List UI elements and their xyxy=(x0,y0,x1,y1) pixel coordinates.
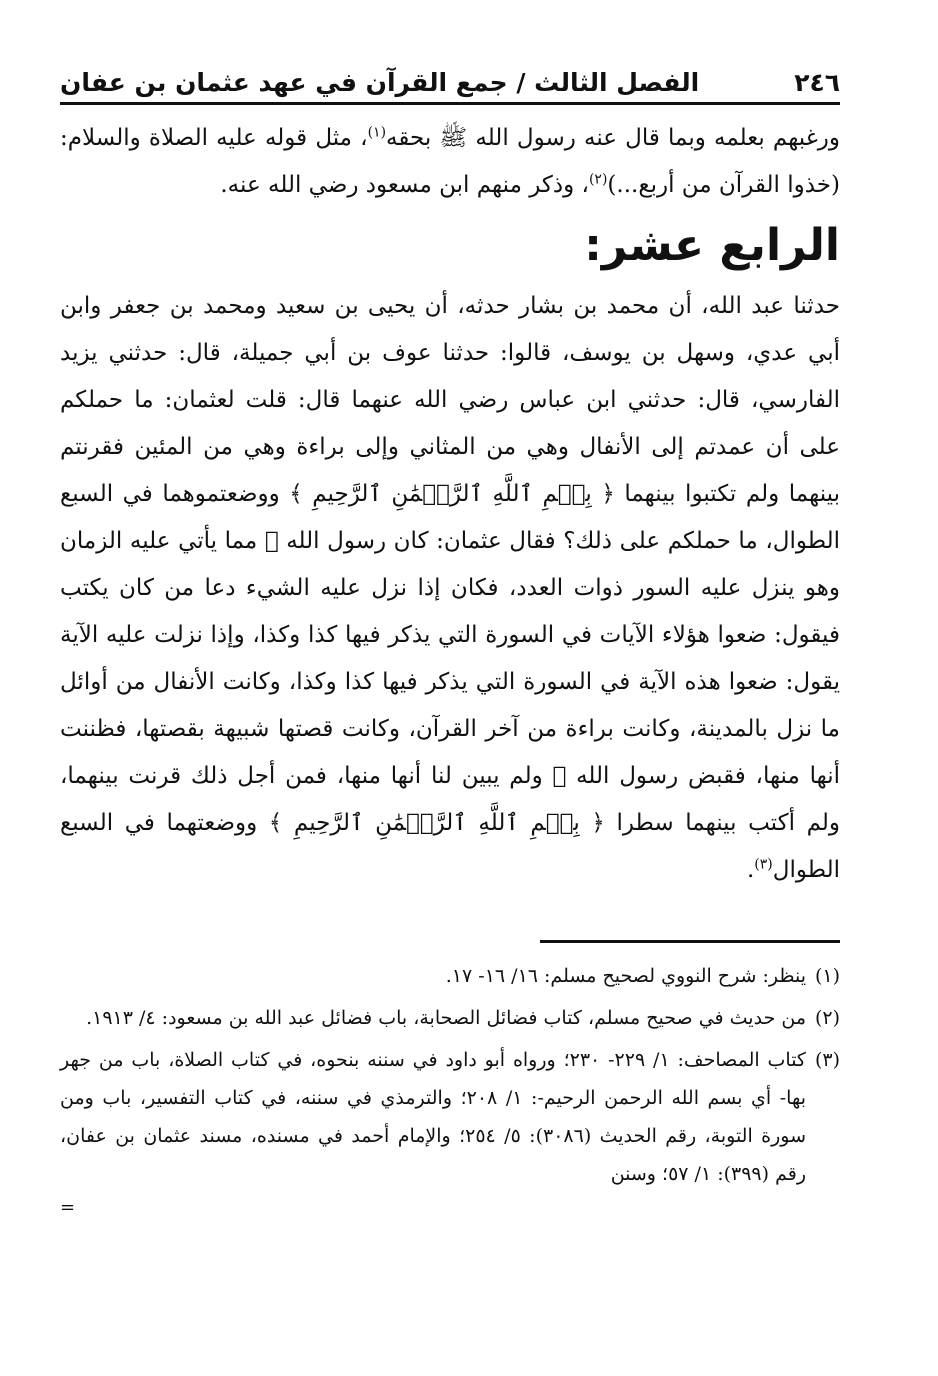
footnote-separator xyxy=(540,940,840,943)
intro-text-1: ورغبهم بعلمه وبما قال عنه رسول الله ﷺ بحقه xyxy=(386,125,840,151)
footnote-number: (٢) xyxy=(814,1007,840,1029)
footnote-number: (١) xyxy=(814,965,840,987)
footnote-reference-1: (١) xyxy=(367,124,387,141)
main-text xyxy=(60,115,840,894)
page-number: ٢٤٦ xyxy=(794,68,840,97)
footnotes xyxy=(60,957,840,1219)
page xyxy=(60,64,840,1354)
footnote-1 xyxy=(60,957,840,995)
intro-text-2: ، مثل قوله عليه الصلاة والسلام: (خذوا القرآن من أربع...) xyxy=(60,125,840,198)
footnote-text: من حديث في صحيح مسلم، كتاب فضائل الصحابة، باب فضائل عبد الله بن مسعود: ٤/ ١٩١٣. xyxy=(86,1007,806,1029)
intro-text-3: ، وذكر منهم ابن مسعود رضي الله عنه. xyxy=(220,172,589,198)
footnote-text: ينظر: شرح النووي لصحيح مسلم: ١٦/ ١٦- ١٧. xyxy=(445,965,806,987)
hadith-text-end: . xyxy=(746,857,755,883)
hadith-paragraph xyxy=(60,283,840,894)
footnote-reference-2: (٢) xyxy=(588,171,608,188)
running-header xyxy=(60,64,840,105)
footnote-continuation-mark: = xyxy=(60,1197,76,1218)
intro-paragraph xyxy=(60,115,840,209)
hadith-text: حدثنا عبد الله، أن محمد بن بشار حدثه، أن يحيى بن سعيد ومحمد بن جعفر وابن أبي عدي، وسهل بن يوسف، قالوا: حدثنا عوف بن أبي جميلة، قال: حدثني يزيد الفارسي، قال: حدثني ابن عباس رضي الله عنهما قال: قلت لعثمان: ما حملكم على أن عمدتم إلى الأنفال وهي من المثاني وإلى براءة وهي من المئين فقرنتم بينهما ولم تكتبوا بينهما ﴿ بِسۡمِ ٱللَّهِ ٱلرَّحۡمَٰنِ ٱلرَّحِيمِ ﴾ ووضعتموهما في السبع الطوال، ما حملكم على ذلك؟ فقال عثمان: كان رسول الله ﷺ مما يأتي عليه الزمان وهو ينزل عليه السور ذوات العدد، فكان إذا نزل عليه الشيء دعا من كان يكتب فيقول: ضعوا هؤلاء الآيات في السورة التي يذكر فيها كذا وكذا، وإذا نزلت عليه الآية يقول: ضعوا هذه الآية في السورة التي يذكر فيها كذا وكذا، وكانت الأنفال من أوائل ما نزل بالمدينة، وكانت براءة من آخر القرآن، وكانت قصتها شبيهة بقصتها، فظننت أنها منها، فقبض رسول الله ﷺ ولم يبين لنا أنها منها، فمن أجل ذلك قرنت بينهما، ولم أكتب بينهما سطرا ﴿ بِسۡمِ ٱللَّهِ ٱلرَّحۡمَٰنِ ٱلرَّحِيمِ ﴾ ووضعتهما في السبع الطوال xyxy=(60,293,841,883)
footnote-reference-3: (٣) xyxy=(754,856,773,873)
running-title: الفصل الثالث / جمع القرآن في عهد عثمان بن عفان xyxy=(60,68,700,97)
footnote-number: (٣) xyxy=(814,1049,840,1071)
footnote-2 xyxy=(60,999,840,1037)
footnote-3 xyxy=(60,1041,840,1193)
footnote-text: كتاب المصاحف: ١/ ٢٢٩- ٢٣٠؛ ورواه أبو داود في سننه بنحوه، في كتاب الصلاة، باب من جهر بها- أي بسم الله الرحمن الرحيم-: ١/ ٢٠٨؛ والترمذي في سننه، في كتاب التفسير، باب ومن سورة التوبة، رقم الحديث (٣٠٨٦): ٥/ ٢٥٤؛ والإمام أحمد في مسنده، مسند عثمان بن عفان، رقم (٣٩٩): ١/ ٥٧؛ وسنن xyxy=(60,1049,807,1185)
section-heading: الرابع عشر: xyxy=(584,220,840,271)
